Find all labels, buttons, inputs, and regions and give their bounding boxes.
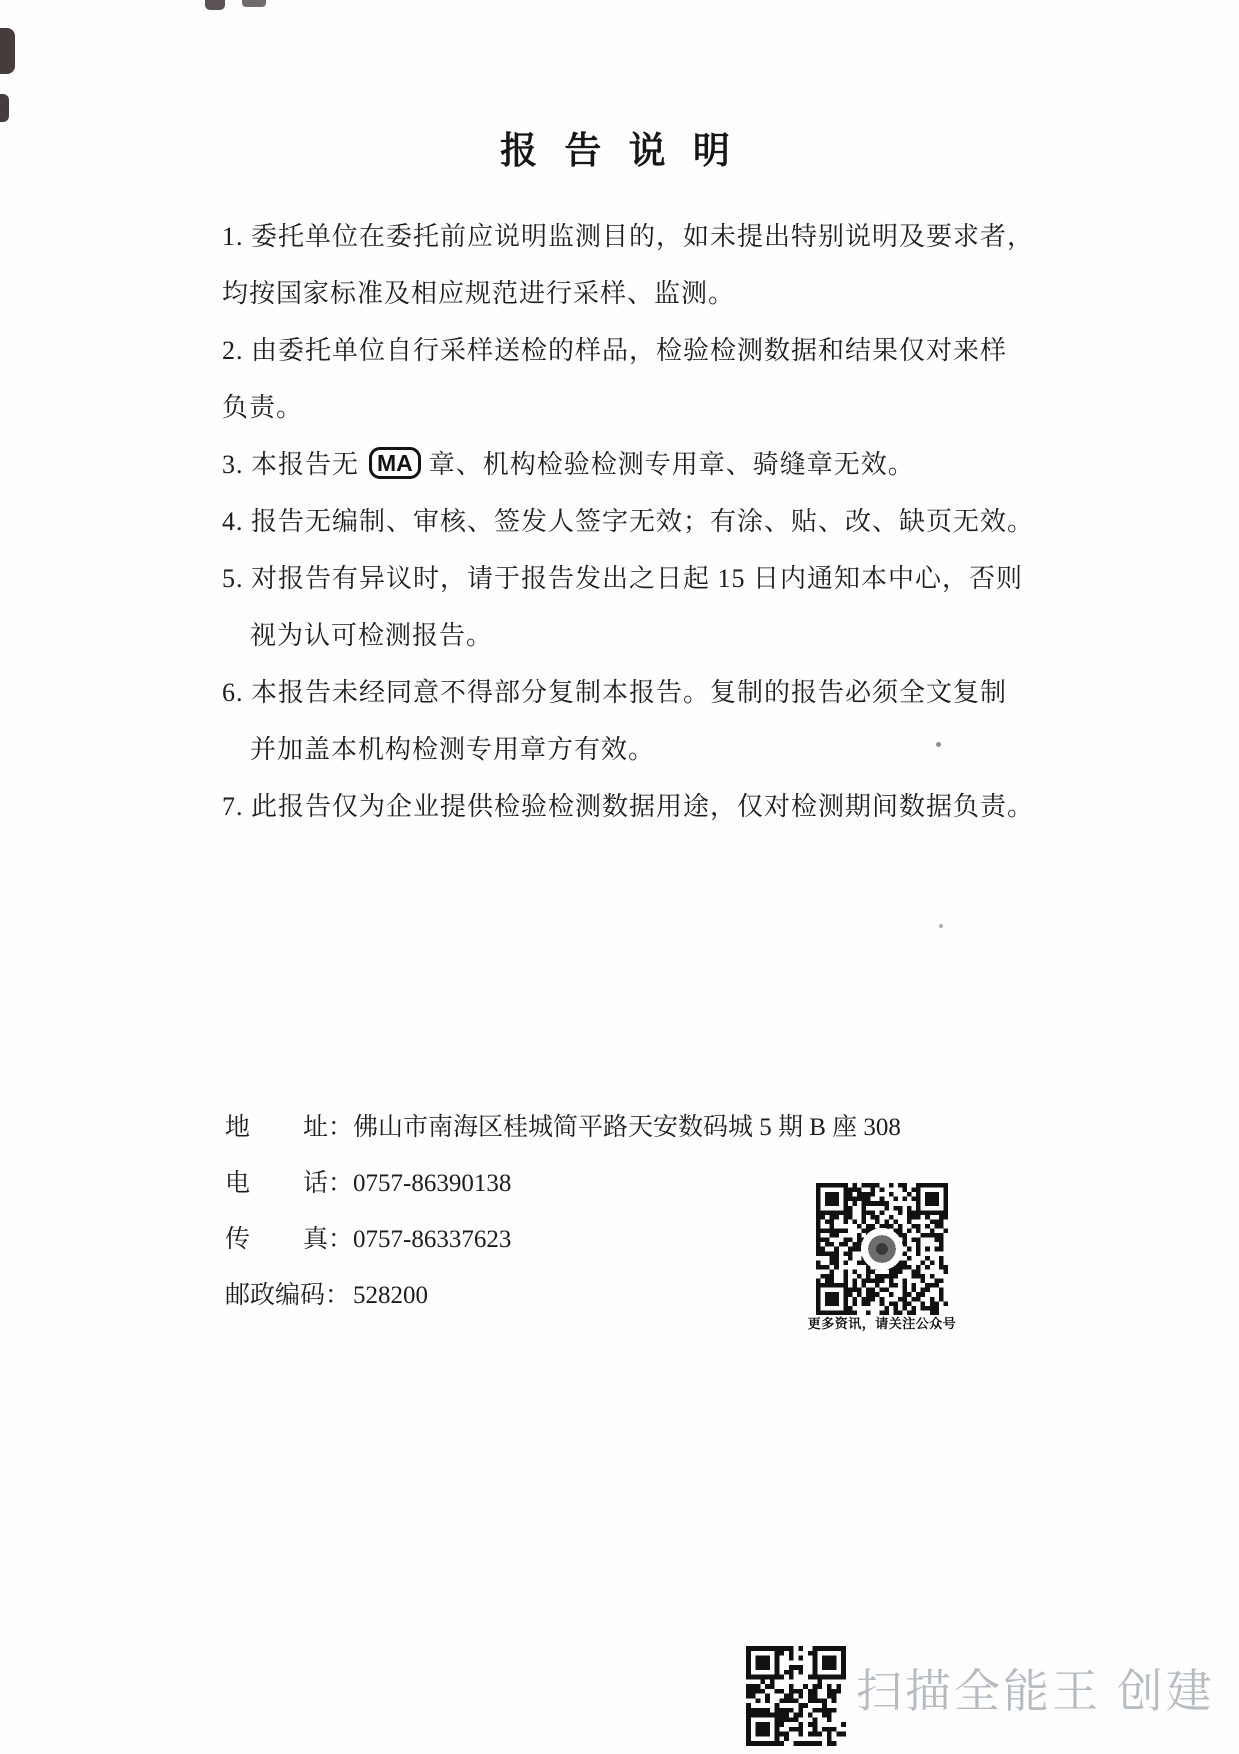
contact-row-fax <box>225 1212 901 1268</box>
wechat-qr-code <box>816 1183 948 1315</box>
note-5-line-2: 视为认可检测报告。 <box>250 621 494 650</box>
contact-row-address <box>225 1100 901 1156</box>
note-1-line-2: 均按国家标准及相应规范进行采样、监测。 <box>222 279 736 308</box>
report-notes-list <box>222 208 1212 835</box>
note-3-suffix: 章、机构检验检测专用章、骑缝章无效。 <box>428 450 915 479</box>
postcode-value: 528200 <box>353 1282 428 1309</box>
page-title: 报 告 说 明 <box>500 131 739 172</box>
note-6-line-2: 并加盖本机构检测专用章方有效。 <box>250 735 656 764</box>
contact-label: 邮政编码： <box>225 1282 351 1309</box>
scan-artifact <box>0 94 9 122</box>
contact-row-phone <box>225 1156 901 1212</box>
note-2-line-2: 负责。 <box>222 393 304 422</box>
note-3-prefix: 3. 本报告无 <box>222 450 360 479</box>
address-value: 佛山市南海区桂城简平路天安数码城 5 期 B 座 308 <box>353 1114 901 1141</box>
contact-block <box>225 1100 901 1324</box>
phone-value: 0757-86390138 <box>353 1170 512 1197</box>
note-5-line-1: 5. 对报告有异议时，请于报告发出之日起 15 日内通知本中心，否则 <box>222 564 1024 593</box>
scan-artifact <box>242 0 266 7</box>
cma-mark-icon: MA <box>369 447 421 479</box>
note-2-line-1: 2. 由委托单位自行采样送检的样品，检验检测数据和结果仅对来样 <box>222 336 1008 365</box>
contact-row-postcode <box>225 1268 901 1324</box>
note-6-line-1: 6. 本报告未经同意不得部分复制本报告。复制的报告必须全文复制 <box>222 678 1008 707</box>
camscanner-watermark-text: 扫描全能王 创建 <box>856 1665 1215 1717</box>
note-1-line-1: 1. 委托单位在委托前应说明监测目的，如未提出特别说明及要求者， <box>222 222 1035 251</box>
note-4-line-1: 4. 报告无编制、审核、签发人签字无效；有涂、贴、改、缺页无效。 <box>222 507 1035 536</box>
contact-label: 传 真： <box>225 1226 353 1253</box>
scan-artifact <box>205 0 225 10</box>
contact-label: 地 址： <box>225 1114 353 1141</box>
qr-caption: 更多资讯，请关注公众号 <box>807 1316 957 1331</box>
note-7-line-1: 7. 此报告仅为企业提供检验检测数据用途，仅对检测期间数据负责。 <box>222 792 1035 821</box>
scan-speck <box>939 924 943 928</box>
scan-artifact <box>0 28 15 74</box>
camscanner-qr-code <box>746 1646 846 1746</box>
fax-value: 0757-86337623 <box>353 1226 512 1253</box>
contact-label: 电 话： <box>225 1170 353 1197</box>
note-3-line-1 <box>222 436 1212 493</box>
